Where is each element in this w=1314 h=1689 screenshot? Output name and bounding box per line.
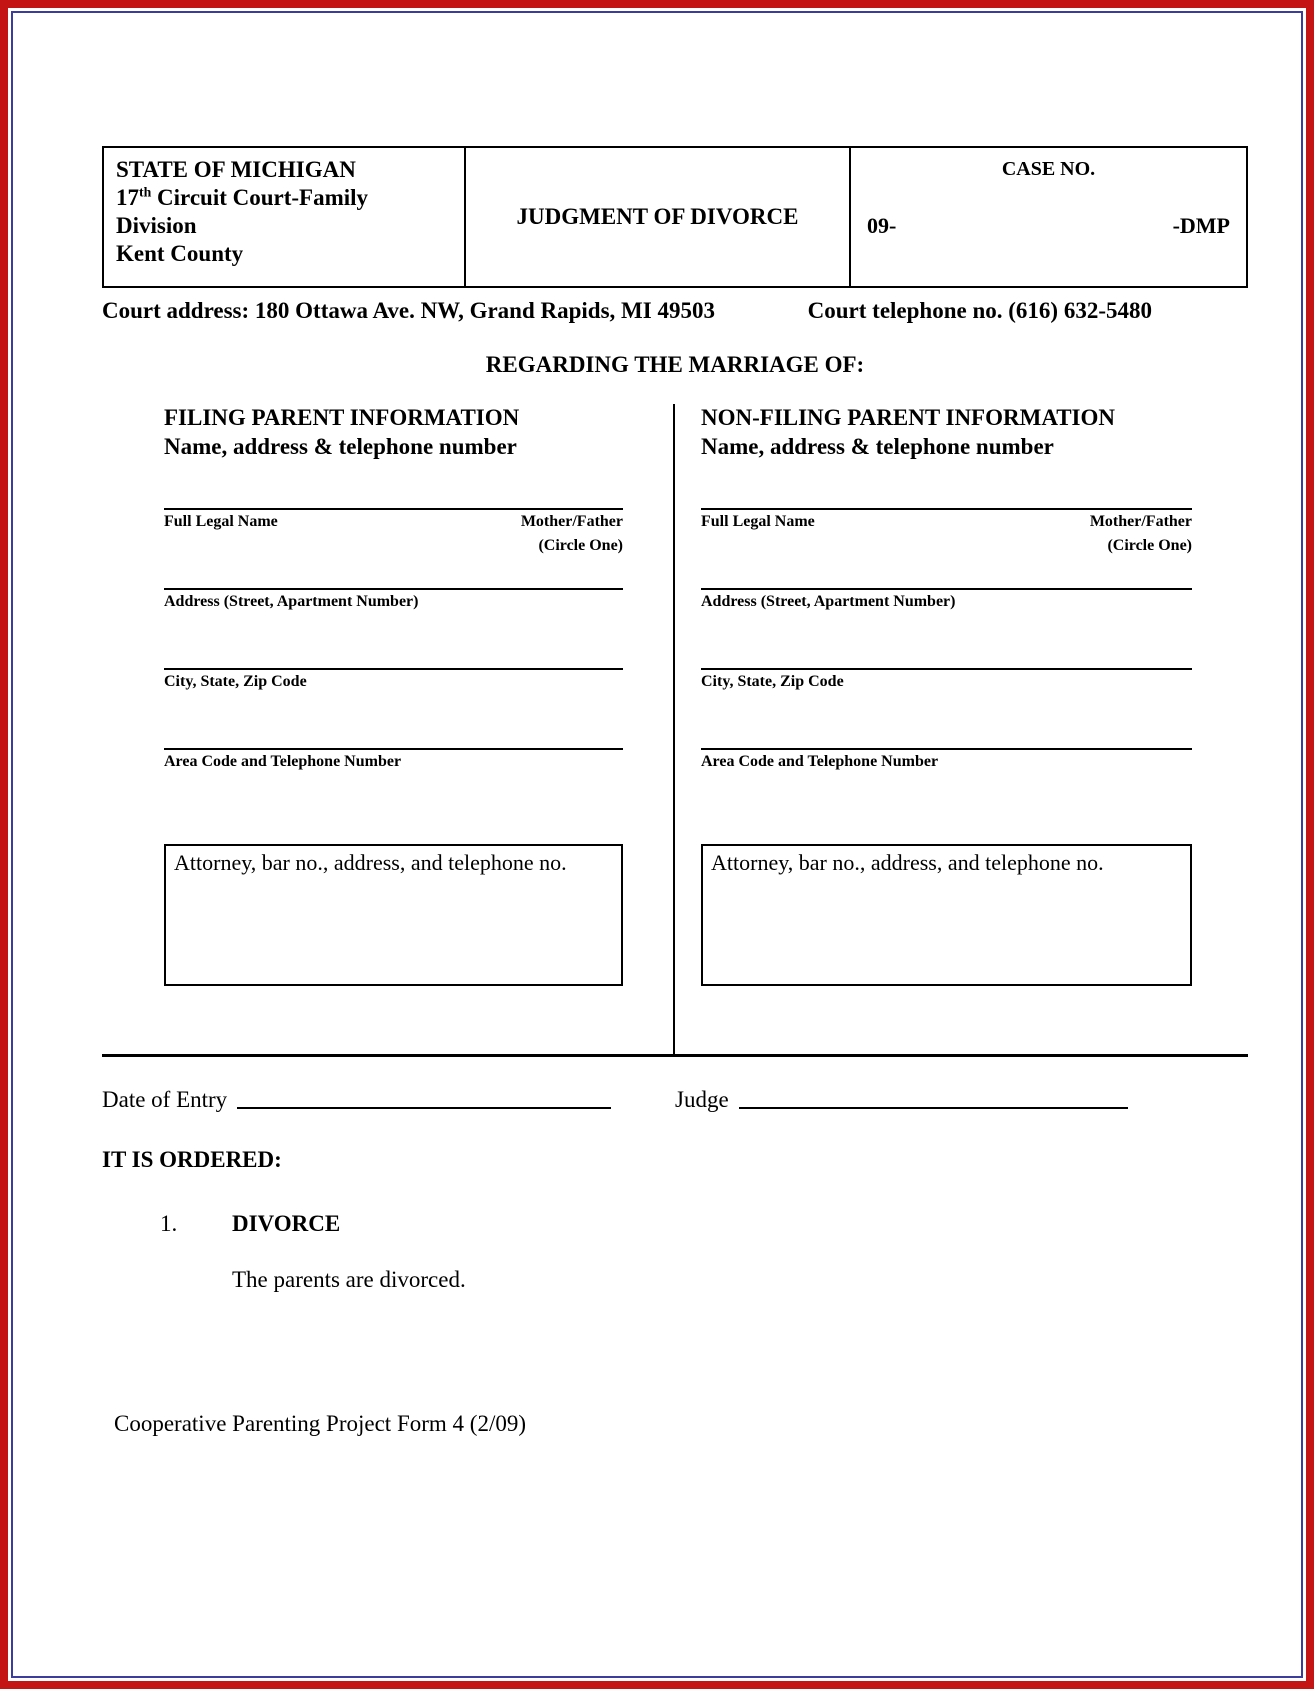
city-state-zip-line xyxy=(701,668,1192,670)
full-legal-name-labels xyxy=(164,513,623,531)
telephone-label: Area Code and Telephone Number xyxy=(701,752,939,770)
court-contact-line xyxy=(102,298,1248,324)
court-identification xyxy=(104,148,464,286)
city-state-zip-line xyxy=(164,668,623,670)
city-state-zip-labels xyxy=(164,673,623,691)
circle-one-label: (Circle One) xyxy=(1107,536,1192,554)
filing-parent-subtitle: Name, address & telephone number xyxy=(164,433,517,459)
telephone-field xyxy=(164,748,623,828)
date-of-entry-group xyxy=(102,1087,675,1113)
address-labels xyxy=(701,593,1192,611)
form-content xyxy=(102,146,1248,1437)
court-address: Court address: 180 Ottawa Ave. NW, Grand Rapids, MI 49503 xyxy=(102,298,715,323)
date-of-entry-blank xyxy=(237,1087,611,1109)
case-number-cell xyxy=(849,148,1246,286)
telephone-line xyxy=(164,748,623,750)
full-legal-name-label: Full Legal Name xyxy=(164,512,278,530)
state-name: STATE OF MICHIGAN xyxy=(116,157,356,182)
circle-one-label: (Circle One) xyxy=(538,536,623,554)
telephone-label: Area Code and Telephone Number xyxy=(164,752,402,770)
city-state-zip-field xyxy=(701,668,1192,748)
court-division xyxy=(116,184,452,240)
court-telephone: Court telephone no. (616) 632-5480 xyxy=(807,298,1152,323)
address-field xyxy=(701,588,1192,668)
non-filing-parent-fields xyxy=(701,508,1192,828)
it-is-ordered-heading: IT IS ORDERED: xyxy=(102,1146,282,1172)
judge-blank xyxy=(739,1087,1128,1109)
form-footer: Cooperative Parenting Project Form 4 (2/09) xyxy=(114,1410,527,1436)
item-number: 1. xyxy=(160,1210,178,1236)
judge-group xyxy=(675,1087,1248,1113)
case-number-suffix: -DMP xyxy=(1172,213,1230,238)
non-filing-parent-title: NON-FILING PARENT INFORMATION xyxy=(701,405,1116,430)
item-title-divorce: DIVORCE xyxy=(232,1210,341,1236)
attorney-box: Attorney, bar no., address, and telephone no. xyxy=(701,844,1192,986)
ordinal-suffix: th xyxy=(139,184,152,200)
address-label: Address (Street, Apartment Number) xyxy=(701,592,956,610)
filing-parent-column xyxy=(102,404,675,1054)
telephone-labels xyxy=(701,753,1192,771)
address-label: Address (Street, Apartment Number) xyxy=(164,592,419,610)
mother-father-label: Mother/Father xyxy=(520,512,623,530)
full-legal-name-field xyxy=(164,508,623,588)
attorney-box: Attorney, bar no., address, and telephone no. xyxy=(164,844,623,986)
non-filing-parent-column xyxy=(675,404,1248,1054)
telephone-field xyxy=(701,748,1192,828)
full-legal-name-line xyxy=(701,508,1192,510)
full-legal-name-labels xyxy=(701,513,1192,531)
case-no-label: CASE NO. xyxy=(1001,158,1096,180)
full-legal-name-label: Full Legal Name xyxy=(701,512,815,530)
county-name: Kent County xyxy=(116,241,244,267)
full-legal-name-field xyxy=(701,508,1192,588)
section-divider-rule xyxy=(102,1054,1248,1057)
header-caption-table xyxy=(102,146,1248,288)
telephone-labels xyxy=(164,753,623,771)
address-labels xyxy=(164,593,623,611)
entry-row xyxy=(102,1087,1248,1113)
filing-parent-title: FILING PARENT INFORMATION xyxy=(164,405,520,430)
address-line xyxy=(164,588,623,590)
ordered-item-1 xyxy=(102,1211,1248,1237)
date-of-entry-label: Date of Entry xyxy=(102,1086,228,1112)
parent-info-section xyxy=(102,404,1248,1054)
address-line xyxy=(701,588,1192,590)
filing-parent-fields xyxy=(164,508,623,828)
division-name: Circuit Court-Family Division xyxy=(116,185,369,239)
city-state-zip-label: City, State, Zip Code xyxy=(701,672,844,690)
item-body-divorce: The parents are divorced. xyxy=(232,1266,466,1292)
city-state-zip-label: City, State, Zip Code xyxy=(164,672,307,690)
non-filing-parent-subtitle: Name, address & telephone number xyxy=(701,433,1054,459)
telephone-line xyxy=(701,748,1192,750)
full-legal-name-line xyxy=(164,508,623,510)
regarding-heading: REGARDING THE MARRIAGE OF: xyxy=(485,352,865,377)
form-title: JUDGMENT OF DIVORCE xyxy=(464,148,849,286)
case-number-prefix: 09- xyxy=(867,213,897,238)
city-state-zip-field xyxy=(164,668,623,748)
city-state-zip-labels xyxy=(701,673,1192,691)
case-number-row xyxy=(863,213,1234,239)
circuit-number: 17 xyxy=(116,185,139,211)
mother-father-label: Mother/Father xyxy=(1089,512,1192,530)
judge-label: Judge xyxy=(675,1086,729,1112)
address-field xyxy=(164,588,623,668)
